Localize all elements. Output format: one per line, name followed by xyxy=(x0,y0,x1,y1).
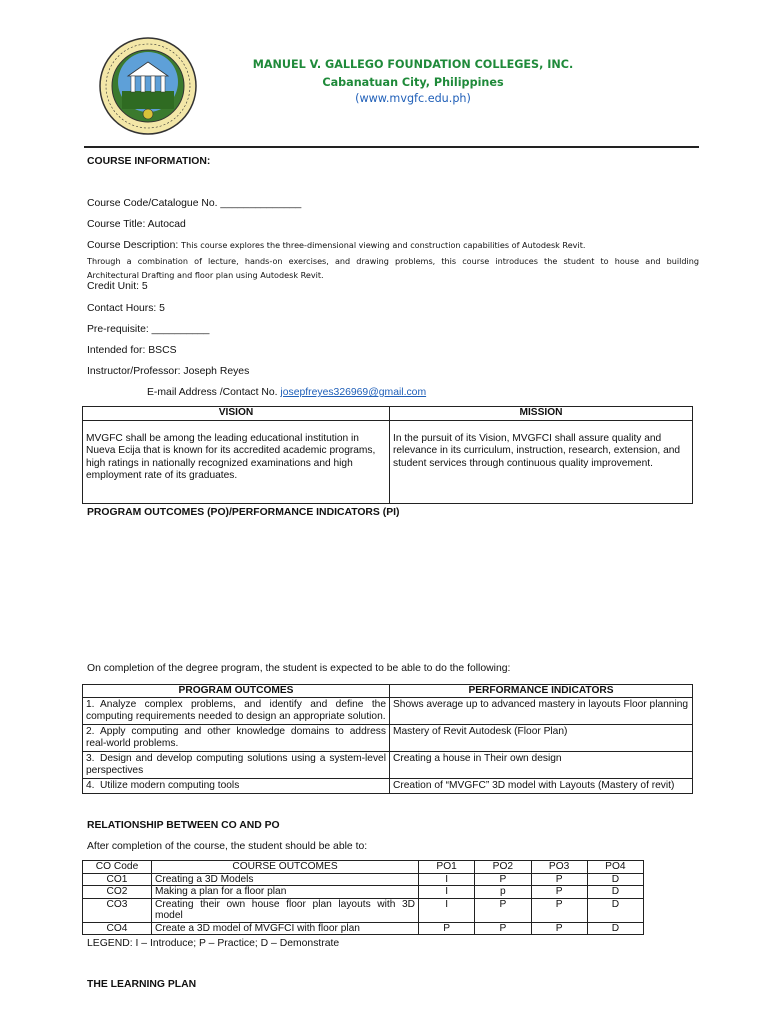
table-row xyxy=(83,886,644,899)
course-code: Course Code/Catalogue No. ______________ xyxy=(87,198,302,209)
co-outcome: Create a 3D model of MVGFCI with floor plan xyxy=(152,922,419,935)
co-po4: D xyxy=(587,886,643,899)
table-row xyxy=(83,725,693,752)
po-number: 4. xyxy=(86,780,95,791)
prerequisite: Pre-requisite: __________ xyxy=(87,324,210,335)
intended-for: Intended for: BSCS xyxy=(87,345,177,356)
program-outcomes-heading: PROGRAM OUTCOMES (PO)/PERFORMANCE INDICATORS (PI) xyxy=(87,507,400,518)
course-description-line-2: Through a combination of lecture, hands-on exercises, and drawing problems, this course introduces the student to house and building xyxy=(87,256,699,266)
table-row xyxy=(83,922,644,935)
institution-city: Cabanatuan City, Philippines xyxy=(322,76,504,89)
co-po4: D xyxy=(587,898,643,922)
instructor: Instructor/Professor: Joseph Reyes xyxy=(87,366,250,377)
co-po4: D xyxy=(587,873,643,886)
pi-column-header: PERFORMANCE INDICATORS xyxy=(390,685,693,698)
col-po2: PO2 xyxy=(475,861,531,874)
table-row xyxy=(83,873,644,886)
co-po2: p xyxy=(475,886,531,899)
po-column-header: PROGRAM OUTCOMES xyxy=(83,685,390,698)
col-po4: PO4 xyxy=(587,861,643,874)
co-code: CO4 xyxy=(83,922,152,935)
co-po3: P xyxy=(531,873,587,886)
vision-header: VISION xyxy=(83,407,390,421)
vision-text: MVGFC shall be among the leading educational institution in Nueva Ecija that is known for its accredited academic programs, high ratings in nationally recognized examinations and high employment rate of its graduates. xyxy=(83,420,390,503)
course-description-text: This course explores the three-dimensional viewing and construction capabilities of Autodesk Revit. xyxy=(181,240,586,250)
course-title: Course Title: Autocad xyxy=(87,219,186,230)
credit-unit: Credit Unit: 5 xyxy=(87,281,148,292)
po-indicator: Creation of “MVGFC” 3D model with Layouts (Mastery of revit) xyxy=(390,779,693,794)
college-seal-logo xyxy=(98,36,198,136)
course-info-heading: COURSE INFORMATION: xyxy=(87,156,211,167)
col-po1: PO1 xyxy=(419,861,475,874)
co-po2: P xyxy=(475,873,531,886)
table-row xyxy=(83,698,693,725)
co-po1: I xyxy=(419,898,475,922)
co-po-table xyxy=(82,860,644,935)
co-po2: P xyxy=(475,922,531,935)
course-description-line-3: Architectural Drafting and floor plan using Autodesk Revit. xyxy=(87,270,324,280)
course-description-label: Course Description: xyxy=(87,240,179,251)
table-row xyxy=(83,752,693,779)
email-label: E-mail Address /Contact No. xyxy=(147,387,278,398)
contact-line xyxy=(147,387,426,398)
vision-mission-table xyxy=(82,406,693,504)
co-po-heading: RELATIONSHIP BETWEEN CO AND PO xyxy=(87,820,280,831)
course-description xyxy=(87,240,585,251)
po-indicator: Mastery of Revit Autodesk (Floor Plan) xyxy=(390,725,693,752)
po-number: 1. xyxy=(86,699,95,710)
co-po4: D xyxy=(587,922,643,935)
learning-plan-heading: THE LEARNING PLAN xyxy=(87,979,197,990)
mission-text: In the pursuit of its Vision, MVGFCI shall assure quality and relevance in its curriculum, instruction, research, extension, and student services through continuous quality improvement. xyxy=(390,420,693,503)
header-divider xyxy=(84,146,699,148)
co-po3: P xyxy=(531,898,587,922)
co-outcome: Creating a 3D Models xyxy=(152,873,419,886)
contact-hours: Contact Hours: 5 xyxy=(87,303,165,314)
po-indicator: Shows average up to advanced mastery in layouts Floor planning xyxy=(390,698,693,725)
co-po1: P xyxy=(419,922,475,935)
po-outcome: Apply computing and other knowledge domains to address real-world problems. xyxy=(86,726,386,749)
co-outcome: Making a plan for a floor plan xyxy=(152,886,419,899)
co-po1: I xyxy=(419,886,475,899)
co-po3: P xyxy=(531,886,587,899)
po-outcome: Utilize modern computing tools xyxy=(100,780,240,791)
mission-header: MISSION xyxy=(390,407,693,421)
program-outcomes-table xyxy=(82,684,693,794)
institution-name: MANUEL V. GALLEGO FOUNDATION COLLEGES, INC. xyxy=(252,58,574,71)
email-link[interactable]: josepfreyes326969@gmail.com xyxy=(280,387,427,398)
co-po-legend: LEGEND: I – Introduce; P – Practice; D – Demonstrate xyxy=(87,938,340,949)
po-outcome: Design and develop computing solutions using a system-level perspectives xyxy=(86,753,386,776)
co-code: CO2 xyxy=(83,886,152,899)
co-po1: I xyxy=(419,873,475,886)
po-number: 3. xyxy=(86,753,95,764)
co-code: CO3 xyxy=(83,898,152,922)
co-po-intro: After completion of the course, the student should be able to: xyxy=(87,841,368,852)
po-indicator: Creating a house in Their own design xyxy=(390,752,693,779)
po-number: 2. xyxy=(86,726,95,737)
table-row xyxy=(83,779,693,794)
col-course-outcomes: COURSE OUTCOMES xyxy=(152,861,419,874)
col-co-code: CO Code xyxy=(83,861,152,874)
institution-website[interactable]: (www.mvgfc.edu.ph) xyxy=(355,92,471,105)
co-code: CO1 xyxy=(83,873,152,886)
col-po3: PO3 xyxy=(531,861,587,874)
co-po2: P xyxy=(475,898,531,922)
table-row xyxy=(83,898,644,922)
co-outcome: Creating their own house floor plan layouts with 3D model xyxy=(152,898,419,922)
program-outcomes-intro: On completion of the degree program, the student is expected to be able to do the following: xyxy=(87,663,511,674)
po-outcome: Analyze complex problems, and identify and define the computing requirements needed to design an appropriate solution. xyxy=(86,699,386,722)
co-po3: P xyxy=(531,922,587,935)
